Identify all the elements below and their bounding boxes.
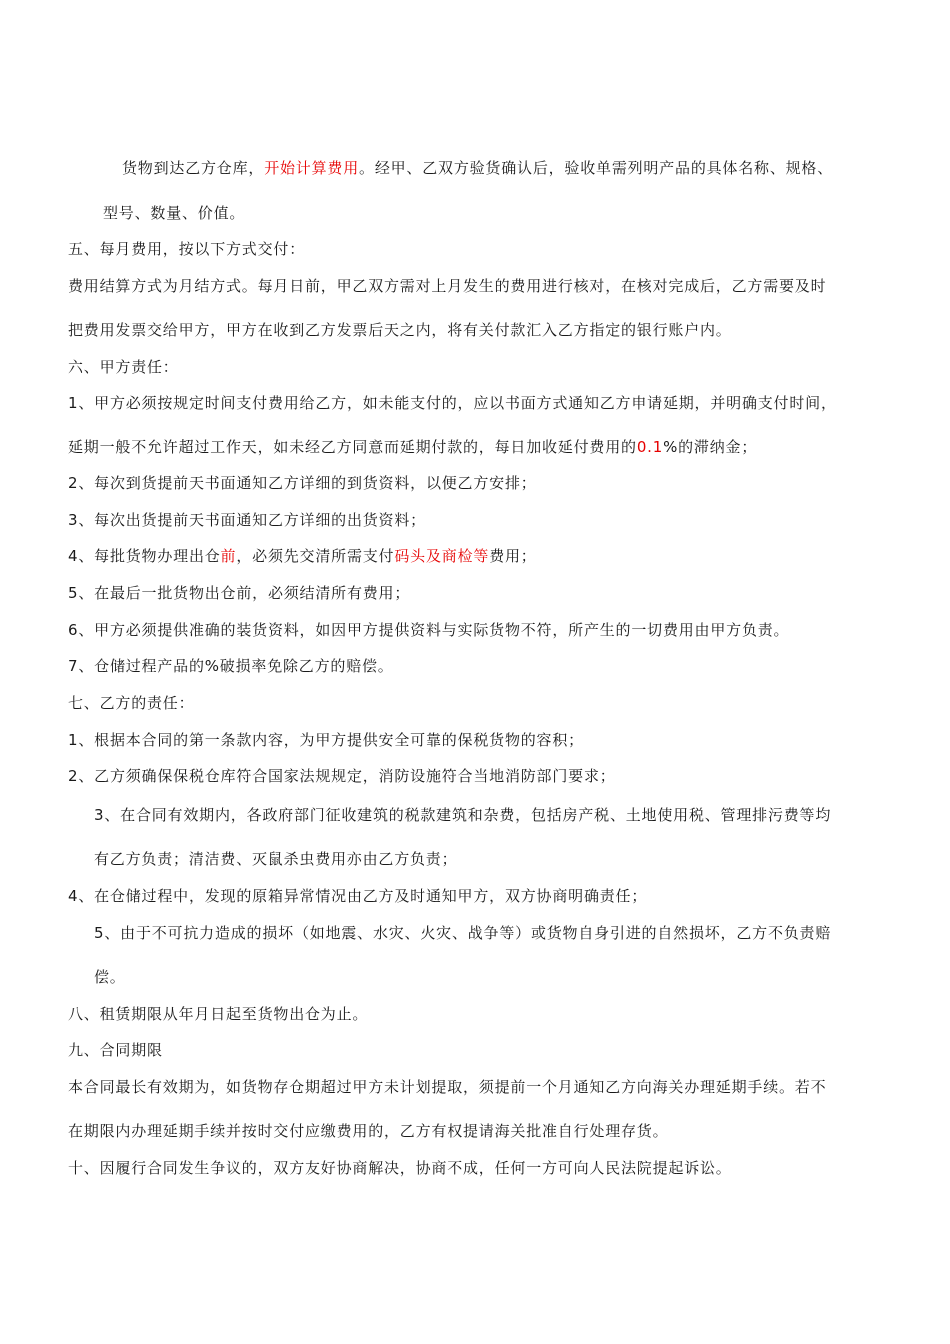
section-heading-10: 十、因履行合同发生争议的，双方友好协商解决，协商不成，任何一方可向人民法院提起诉讼。	[68, 1159, 732, 1177]
paragraph-term-cont: 在期限内办理延期手续并按时交付应缴费用的，乙方有权提请海关批准自行处理存货。	[68, 1122, 669, 1140]
clause-7-5-cont: 偿。	[94, 968, 126, 986]
highlight-before: 前	[220, 547, 237, 565]
clause-7-1: 1、根据本合同的第一条款内容，为甲方提供安全可靠的保税货物的容积；	[68, 731, 584, 749]
clause-6-5: 5、在最后一批货物出仓前，必须结清所有费用；	[68, 584, 411, 602]
clause-6-3: 3、每次出货提前天书面通知乙方详细的出货资料；	[68, 511, 426, 529]
paragraph-goods-arrival-cont: 型号、数量、价值。	[103, 204, 246, 222]
clause-7-4: 4、在仓储过程中，发现的原箱异常情况由乙方及时通知甲方，双方协商明确责任；	[68, 887, 648, 905]
clause-6-7: 7、仓储过程产品的%破损率免除乙方的赔偿。	[68, 657, 394, 675]
paragraph-settlement-cont: 把费用发票交给甲方，甲方在收到乙方发票后天之内，将有关付款汇入乙方指定的银行账户内。	[68, 321, 732, 339]
section-heading-5: 五、每月费用，按以下方式交付：	[68, 240, 306, 258]
clause-6-1: 1、甲方必须按规定时间支付费用给乙方，如未能支付的，应以书面方式通知乙方申请延期，并明确支付时间，	[68, 394, 837, 412]
highlight-dock-inspection: 码头及商检等	[394, 547, 490, 565]
clause-6-1-cont: 延期一般不允许超过工作天，如未经乙方同意而延期付款的，每日加收延付费用的0.1%的滞纳金；	[68, 438, 758, 456]
clause-6-4: 4、每批货物办理出仓前，必须先交清所需支付码头及商检等费用；	[68, 547, 537, 565]
paragraph-goods-arrival: 货物到达乙方仓库，开始计算费用。经甲、乙双方验货确认后，验收单需列明产品的具体名称、规格、	[122, 159, 834, 177]
highlight-start-billing: 开始计算费用	[264, 159, 360, 177]
paragraph-term: 本合同最长有效期为，如货物存仓期超过甲方未计划提取，须提前一个月通知乙方向海关办理延期手续。若不	[68, 1078, 827, 1096]
highlight-late-fee-rate: 0.1	[636, 438, 664, 456]
section-heading-9: 九、合同期限	[68, 1041, 163, 1059]
clause-7-5: 5、由于不可抗力造成的损坏（如地震、水灾、火灾、战争等）或货物自身引进的自然损坏，乙方不负责赔	[94, 924, 832, 942]
section-heading-7: 七、乙方的责任：	[68, 694, 195, 712]
clause-7-3-cont: 有乙方负责；清洁费、灭鼠杀虫费用亦由乙方负责；	[94, 850, 458, 868]
clause-7-2: 2、乙方须确保保税仓库符合国家法规规定，消防设施符合当地消防部门要求；	[68, 767, 616, 785]
section-heading-8: 八、租赁期限从年月日起至货物出仓为止。	[68, 1005, 369, 1023]
section-heading-6: 六、甲方责任：	[68, 358, 179, 376]
paragraph-settlement: 费用结算方式为月结方式。每月日前，甲乙双方需对上月发生的费用进行核对，在核对完成后，乙方需要及时	[68, 277, 827, 295]
clause-6-6: 6、甲方必须提供准确的装货资料，如因甲方提供资料与实际货物不符，所产生的一切费用由甲方负责。	[68, 621, 790, 639]
clause-7-3: 3、在合同有效期内，各政府部门征收建筑的税款建筑和杂费，包括房产税、土地使用税、管理排污费等均	[94, 806, 832, 824]
clause-6-2: 2、每次到货提前天书面通知乙方详细的到货资料，以便乙方安排；	[68, 474, 537, 492]
